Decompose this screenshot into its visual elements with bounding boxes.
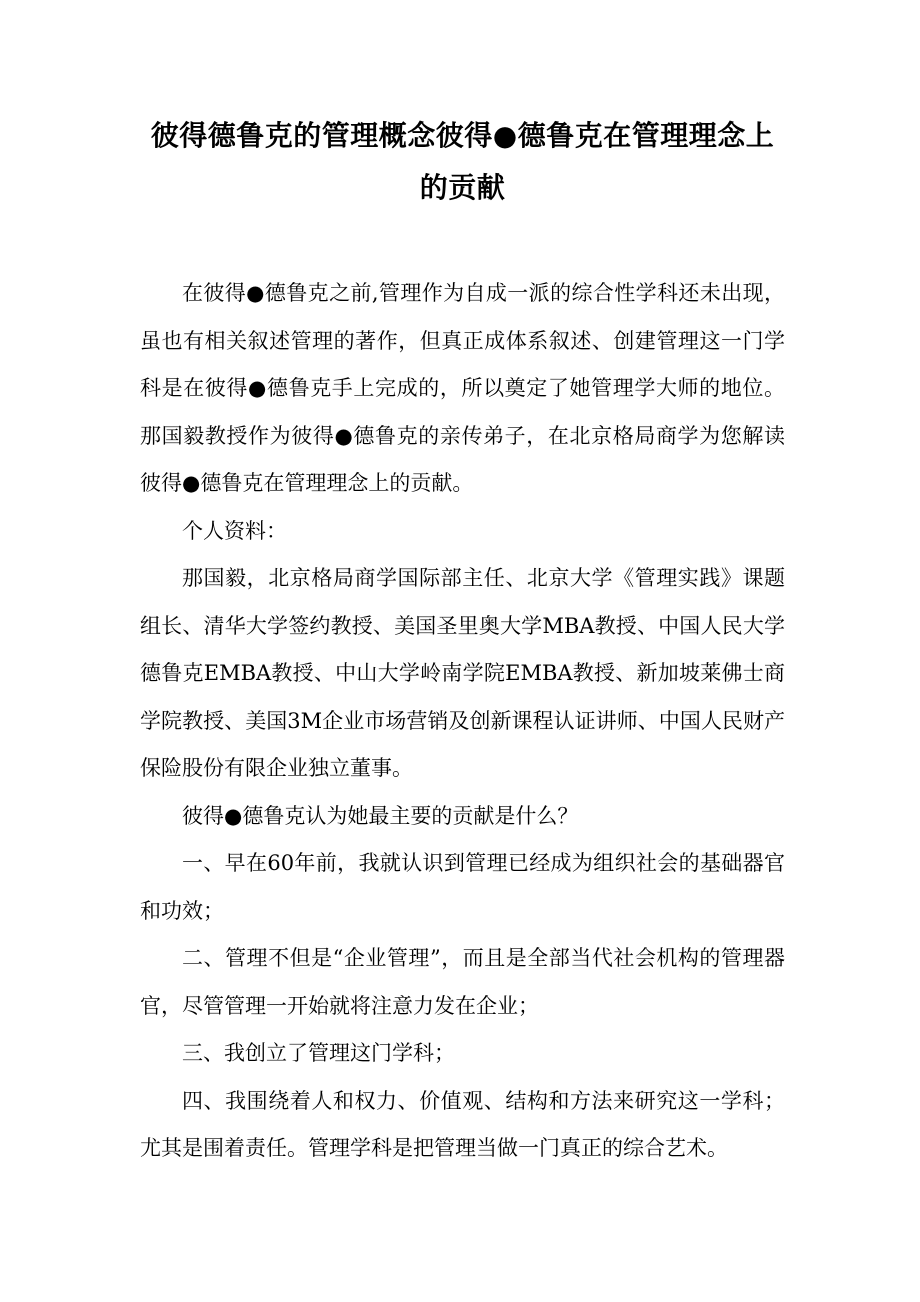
document-title: 彼得德鲁克的管理概念彼得●德鲁克在管理理念上的贡献: [150, 119, 775, 204]
document-page: [140, 110, 785, 1173]
paragraph-point-2: 二、管理不但是“企业管理”，而且是全部当代社会机构的管理器官，尽管管理一开始就将注意力发在企业；: [140, 946, 785, 1018]
document-body: [140, 270, 785, 1173]
paragraph-intro: 在彼得●德鲁克之前,管理作为自成一派的综合性学科还未出现，虽也有相关叙述管理的著作，但真正成体系叙述、创建管理这一门学科是在彼得●德鲁克手上完成的，所以奠定了她管理学大师的地位。那国毅教授作为彼得●德鲁克的亲传弟子，在北京格局商学为您解读彼得●德鲁克在管理理念上的贡献。: [140, 281, 785, 495]
paragraph-profile-heading: 个人资料：: [182, 518, 287, 543]
paragraph-question: 彼得●德鲁克认为她最主要的贡献是什么？: [182, 803, 579, 828]
paragraph-point-4: 四、我围绕着人和权力、价值观、结构和方法来研究这一学科；尤其是围着责任。管理学科是把管理当做一门真正的综合艺术。: [140, 1088, 785, 1160]
paragraph-profile: 那国毅，北京格局商学国际部主任、北京大学《管理实践》课题组长、清华大学签约教授、美国圣里奥大学MBA教授、中国人民大学德鲁克EMBA教授、中山大学岭南学院EMBA教授、新加坡莱佛士商学院教授、美国3M企业市场营销及创新课程认证讲师、中国人民财产保险股份有限企业独立董事。: [140, 566, 785, 780]
paragraph-point-3: 三、我创立了管理这门学科；: [182, 1041, 455, 1065]
paragraph-point-1: 一、早在60年前，我就认识到管理已经成为组织社会的基础器官和功效；: [140, 851, 785, 923]
